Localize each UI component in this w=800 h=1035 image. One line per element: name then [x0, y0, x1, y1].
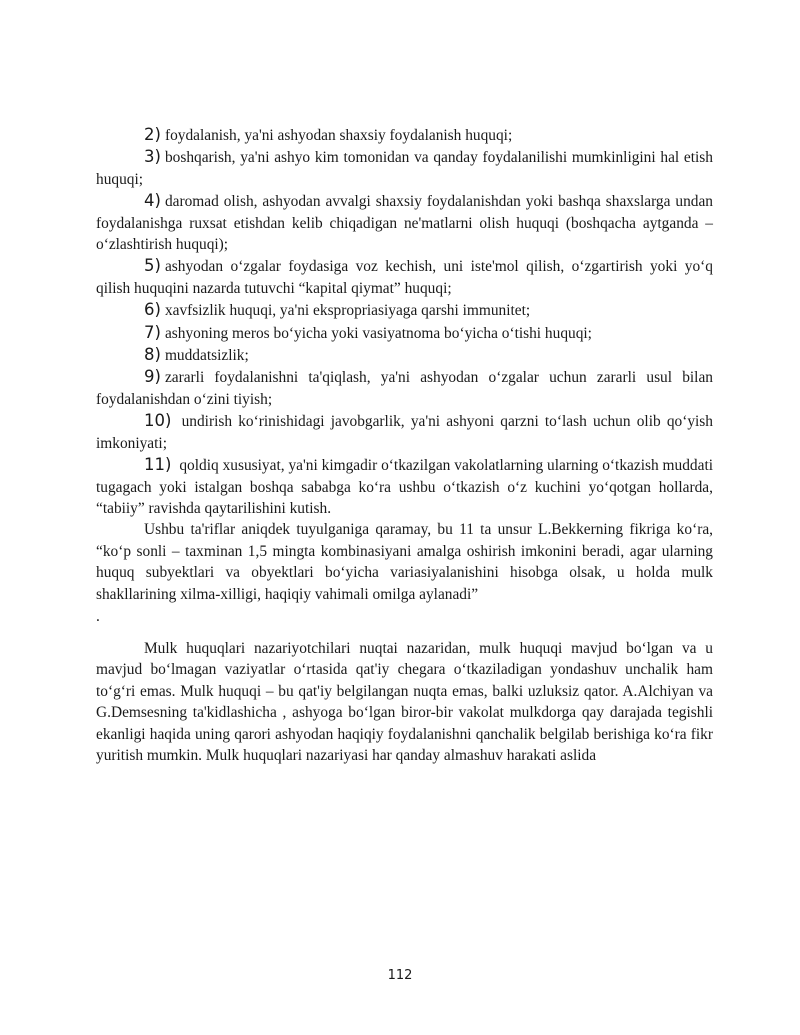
- list-item-text: foydalanish, ya'ni ashyodan shaxsiy foydalanish huquqi;: [164, 127, 513, 144]
- list-item: [96, 299, 713, 321]
- list-item-number: 3): [144, 147, 161, 167]
- list-item-text: ashyoning meros bo‘yicha yoki vasiyatnoma bo‘yicha o‘tishi huquqi;: [164, 324, 592, 342]
- list-item-text: undirish ko‘rinishidagi javobgarlik, ya'ni ashyoni qarzni to‘lash uchun olib qo‘yish imkoniyati;: [96, 413, 713, 452]
- list-item: [96, 344, 713, 366]
- stray-dot: .: [96, 607, 100, 625]
- list-item: [96, 190, 713, 255]
- list-item-text: zararli foydalanishni ta'qiqlash, ya'ni ashyodan o‘zgalar uchun zararli usul bilan foydalanishdan o‘zini tiyish;: [96, 369, 713, 408]
- list-item-text: xavfsizlik huquqi, ya'ni ekspropriasiyaga qarshi immunitet;: [164, 302, 531, 320]
- list-item-text: boshqarish, ya'ni ashyo kim tomonidan va qanday foydalanilishi mumkinligini hal etish huquqi;: [96, 149, 713, 188]
- page-number: 112: [387, 968, 413, 983]
- list-item-number: 2): [144, 125, 161, 144]
- list-item-text: daromad olish, ashyodan avvalgi shaxsiy foydalanishdan yoki bashqa shaxslarga undan foydalanishga ruxsat etishdan kelib chiqadigan ne'matlarni olish huquqi (boshqacha aytganda – o‘zlashtirish huquqi);: [96, 193, 713, 254]
- list-item-number: 6): [144, 300, 161, 320]
- list-item: [96, 322, 713, 344]
- paragraph-bekker-quote: Ushbu ta'riflar aniqdek tuyulganiga qaramay, bu 11 ta unsur L.Bekkerning fikriga ko‘ra, “ko‘p sonli – taxminan 1,5 mingta kombinasiyani amalga oshirish imkonini beradi, agar ularning huquq subyektlari va obyektlari bo‘yicha variasiyalanishini hisobga olsak, u holda mulk shakllarining xilma-xilligi, haqiqiy vahimali omilga aylanadi”: [96, 521, 713, 603]
- list-item: [96, 410, 713, 454]
- list-item: [96, 146, 713, 190]
- list-item-text: ashyodan o‘zgalar foydasiga voz kechish, uni iste'mol qilish, o‘zgartirish yoki yo‘q qilish huquqini nazarda tutuvchi “kapital qiymat” huquqi;: [96, 258, 713, 297]
- list-item-text: qoldiq xususiyat, ya'ni kimgadir o‘tkazilgan vakolatlarning ularning o‘tkazish muddati tugagach yoki istalgan boshqa sababga ko‘ra ushbu o‘tkazish o‘z kuchini yo‘qotgan hollarda, “tabiiy” ravishda qaytarilishini kutish.: [96, 457, 713, 517]
- list-item-number: 8): [144, 345, 161, 365]
- list-item-number: 10): [144, 411, 172, 431]
- paragraph-spacer: [96, 629, 713, 638]
- list-item-number: 4): [144, 191, 161, 211]
- paragraph-property-rights-theory: Mulk huquqlari nazariyotchilari nuqtai nazaridan, mulk huquqi mavjud bo‘lgan va u mavjud bo‘lmagan vaziyatlar o‘rtasida qat'iy chegara o‘tkaziladigan yondashuv unchalik ham to‘g‘ri emas. Mulk huquqi – bu qat'iy belgilangan nuqta emas, balki uzluksiz qator. A.Alchiyan va G.Demsesning ta'kidlashicha , ashyoga bo‘lgan biror-bir vakolat mulkdorga qay darajada tegishli ekanligi haqida uning qarori ashyodan haqiqiy foydalanishni qanchalik belgilab berishiga ko‘ra fikr yuritish mumkin. Mulk huquqlari nazariyasi har qanday almashuv harakati aslida: [96, 639, 713, 764]
- list-item-text: muddatsizlik;: [164, 347, 249, 365]
- list-item: [96, 366, 713, 410]
- list-item: [96, 454, 713, 519]
- list-item-number: 7): [144, 322, 161, 342]
- document-body: [96, 124, 713, 766]
- list-item-number: 9): [144, 367, 161, 387]
- list-item: [96, 255, 713, 299]
- list-item: [96, 124, 713, 146]
- list-item-number: 5): [144, 256, 161, 276]
- list-item-number: 11): [144, 455, 172, 475]
